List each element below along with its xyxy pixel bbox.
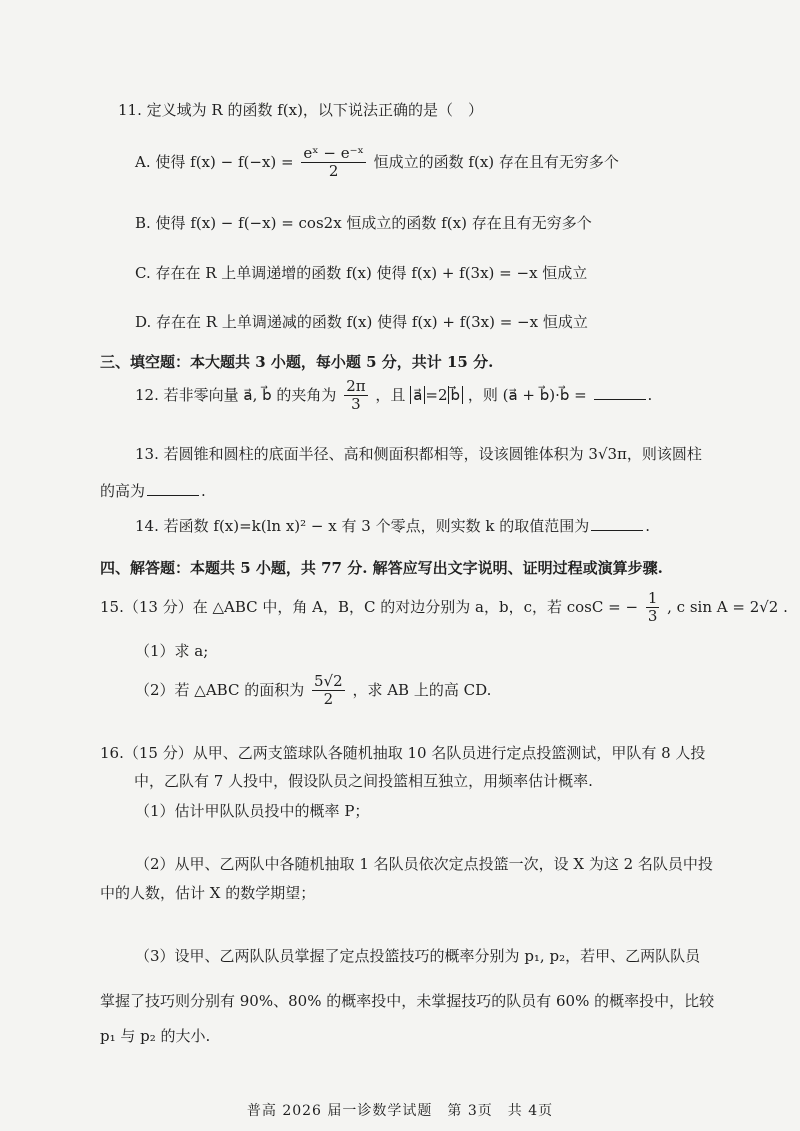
q13-end: .	[201, 482, 206, 500]
q13-line2-text: 的高为	[100, 482, 146, 500]
q16-part1: （1）估计甲队队员投中的概率 P；	[135, 802, 370, 820]
q16-part3-line1: （3）设甲、乙两队队员掌握了定点投篮技巧的概率分别为 p₁, p₂，若甲、乙两队队员	[135, 947, 701, 965]
q14-end: .	[645, 517, 650, 535]
q14-text: 14. 若函数 f(x)=k(ln x)² − x 有 3 个零点，则实数 k 的取值范围为	[135, 517, 590, 535]
q16-line1: 16.（15 分）从甲、乙两支篮球队各随机抽取 10 名队员进行定点投篮测试，甲队有 8 人投	[100, 744, 706, 762]
answer-blank	[591, 516, 643, 531]
q12-post1: ，且	[375, 385, 406, 404]
answer-blank	[147, 481, 199, 496]
q13-line2	[100, 480, 206, 501]
q16-part2-line1: （2）从甲、乙两队中各随机抽取 1 名队员依次定点投篮一次，设 X 为这 2 名队员中投	[135, 855, 713, 873]
q11-option-a-pre: A. 使得 f(x) − f(−x) =	[135, 152, 294, 171]
q12-abs-b: b⃗	[448, 386, 464, 404]
q16-part3-line3: p₁ 与 p₂ 的大小.	[100, 1027, 211, 1045]
section-4-heading: 四、解答题：本题共 5 小题，共 77 分. 解答应写出文字说明、证明过程或演算步骤.	[100, 559, 663, 577]
q11-option-a-fraction	[301, 145, 366, 181]
q15-post: , c sin A = 2√2 .	[667, 597, 788, 616]
fraction-denominator: 3	[647, 607, 658, 626]
q11-option-a-post: 恒成立的函数 f(x) 存在且有无穷多个	[373, 152, 619, 171]
q15-stem	[100, 590, 788, 626]
q12-end: .	[647, 385, 653, 404]
q15-part2-fraction	[312, 673, 345, 709]
q15-part2	[135, 673, 491, 709]
q15-part2-post: ，求 AB 上的高 CD.	[352, 680, 492, 699]
fraction-numerator: 5√2	[314, 672, 343, 690]
q11-option-d: D. 存在在 R 上单调递减的函数 f(x) 使得 f(x) + f(3x) = −x 恒成立	[135, 313, 588, 331]
fraction-denominator: 2	[328, 162, 339, 181]
q15-pre: 15.（13 分）在 △ABC 中，角 A，B，C 的对边分别为 a，b，c，若 cosC = −	[100, 597, 639, 616]
fraction-numerator: eˣ − e⁻ˣ	[303, 144, 364, 162]
q11-option-a	[135, 145, 619, 181]
fraction-denominator: 2	[323, 690, 334, 709]
q12-abs-a: a⃗	[410, 386, 425, 404]
q14	[135, 515, 650, 536]
section-3-heading: 三、填空题：本大题共 3 小题，每小题 5 分，共计 15 分.	[100, 353, 494, 371]
q15-part1: （1）求 a;	[135, 642, 209, 660]
q11-stem: 11. 定义域为 R 的函数 f(x)，以下说法正确的是（ ）	[118, 101, 483, 119]
fraction-numerator: 2π	[346, 377, 366, 395]
q13-line1: 13. 若圆锥和圆柱的底面半径、高和侧面积都相等，设该圆锥体积为 3√3π，则该圆柱	[135, 445, 702, 463]
fraction-numerator: 1	[647, 589, 658, 607]
q12-pre: 12. 若非零向量 a⃗, b⃗ 的夹角为	[135, 385, 337, 404]
q11-option-b: B. 使得 f(x) − f(−x) = cos2x 恒成立的函数 f(x) 存在且有无穷多个	[135, 214, 592, 232]
q12-post2: ，则 (a⃗ + b⃗)·b⃗ =	[467, 385, 587, 404]
q12	[135, 378, 652, 414]
q12-fraction	[344, 378, 367, 414]
q11-option-c: C. 存在在 R 上单调递增的函数 f(x) 使得 f(x) + f(3x) = −x 恒成立	[135, 264, 588, 282]
q16-line2: 中，乙队有 7 人投中，假设队员之间投篮相互独立，用频率估计概率.	[134, 772, 593, 790]
q15-fraction	[646, 590, 660, 626]
fraction-denominator: 3	[351, 395, 361, 414]
q12-mid: =2	[425, 385, 448, 404]
q15-part2-pre: （2）若 △ABC 的面积为	[135, 680, 305, 699]
q16-part2-line2: 中的人数，估计 X 的数学期望；	[100, 884, 316, 902]
answer-blank	[594, 385, 646, 400]
page-footer: 普高 2026 届一诊数学试题 第 3页 共 4页	[246, 1103, 554, 1119]
q16-part3-line2: 掌握了技巧则分别有 90%、80% 的概率投中，未掌握技巧的队员有 60% 的概率投中，比较	[100, 992, 715, 1010]
